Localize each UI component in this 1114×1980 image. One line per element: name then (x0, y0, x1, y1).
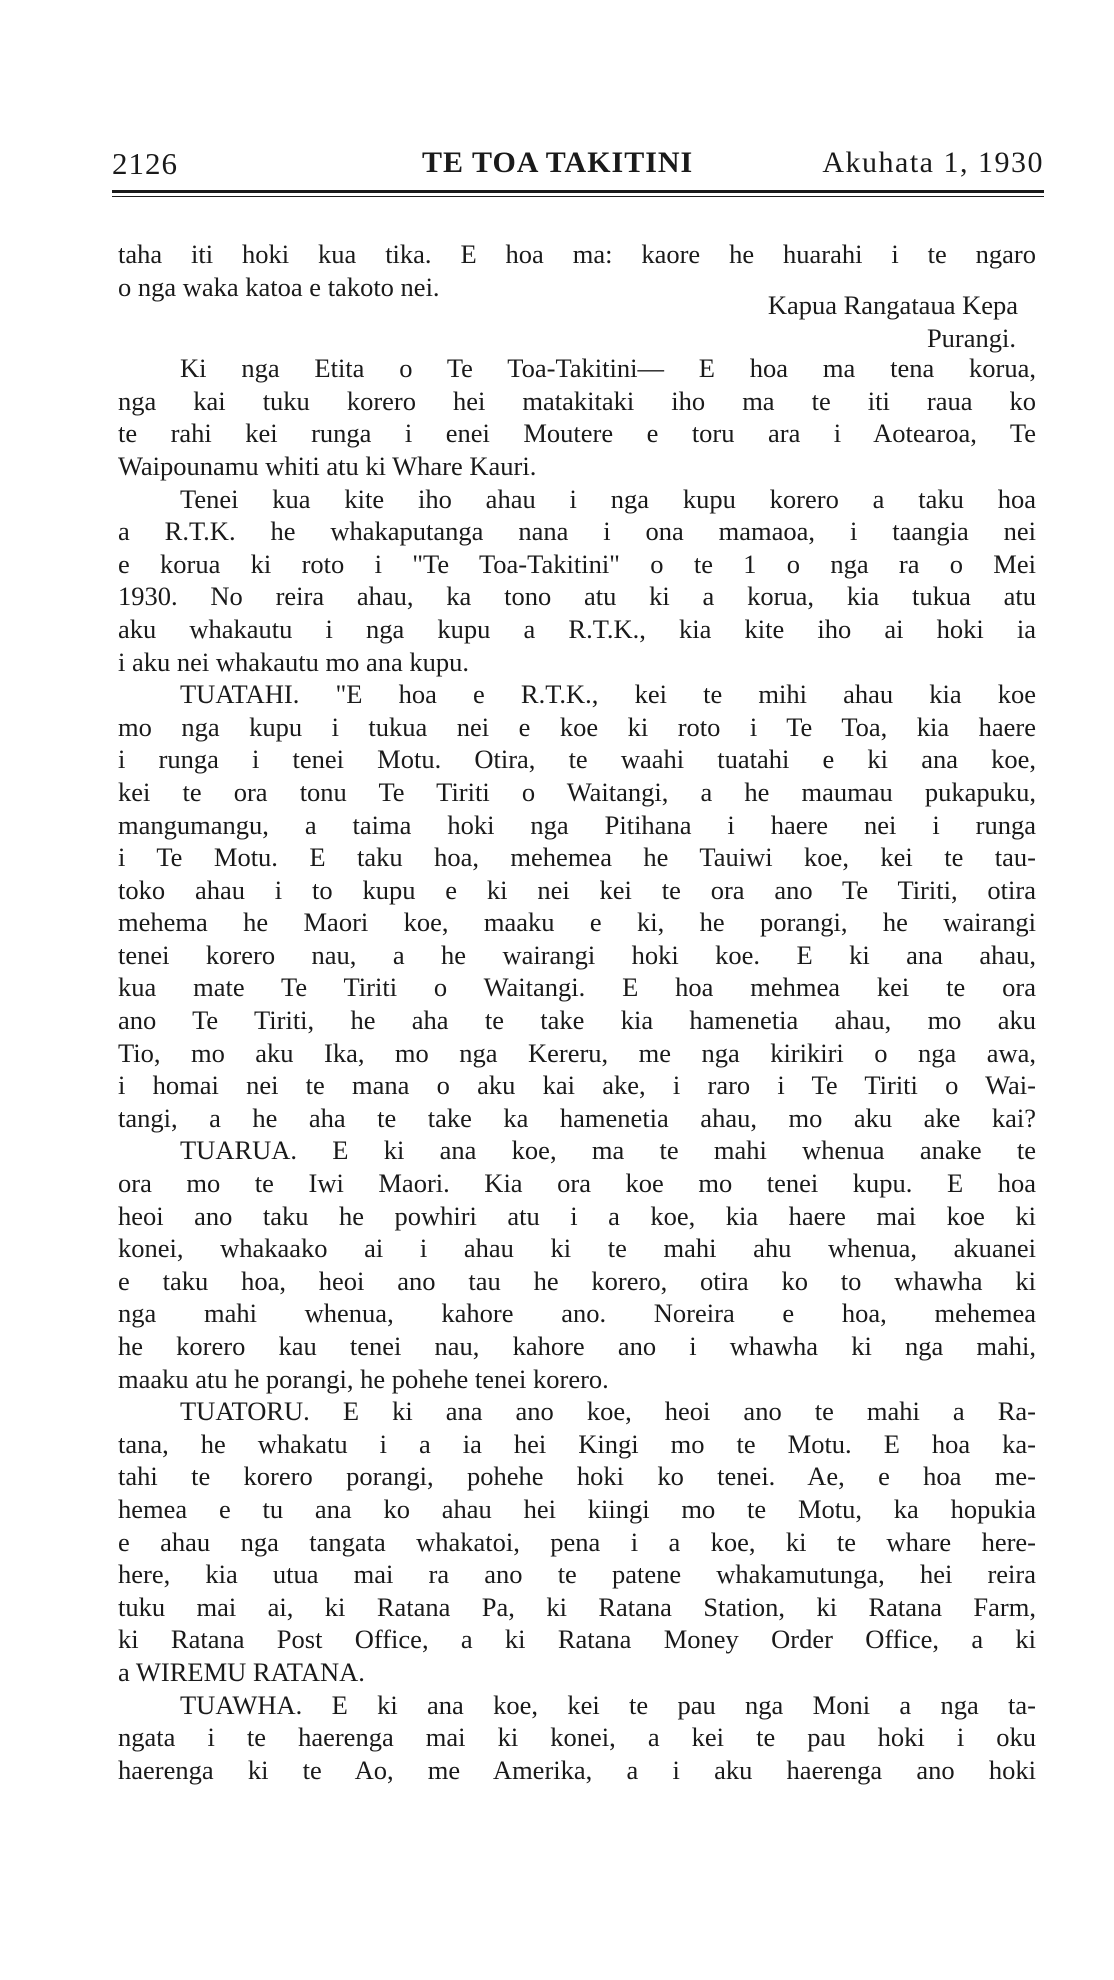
text-line: maaku atu he porangi, he pohehe tenei korero. (118, 1363, 609, 1394)
text-line: 1930. No reira ahau, ka tono atu ki a korua, kia tukua atu (118, 581, 1036, 612)
text-line: ora mo te Iwi Maori. Kia ora koe mo tenei kupu. E hoa (118, 1168, 1036, 1199)
text-line: Waipounamu whiti atu ki Whare Kauri. (118, 450, 537, 481)
header-rule-thick (112, 190, 1044, 193)
text-line: te rahi kei runga i enei Moutere e toru ara i Aotearoa, Te (118, 418, 1036, 449)
text-line: kei te ora tonu Te Tiriti o Waitangi, a he maumau pukapuku, (118, 776, 1036, 807)
text-line: Tenei kua kite iho ahau i nga kupu korero a taku hoa (180, 483, 1036, 514)
text-line: konei, whakaako ai i ahau ki te mahi ahu whenua, akuanei (118, 1233, 1036, 1264)
text-line: here, kia utua mai ra ano te patene whakamutunga, hei reira (118, 1559, 1036, 1590)
text-line: kua mate Te Tiriti o Waitangi. E hoa mehmea kei te ora (118, 972, 1036, 1003)
text-line: nga mahi whenua, kahore ano. Noreira e hoa, mehemea (118, 1298, 1036, 1329)
text-line: mangumangu, a taima hoki nga Pitihana i haere nei i runga (118, 809, 1036, 840)
header-rule-thin (112, 196, 1044, 197)
publication-title: TE TOA TAKITINI (422, 146, 694, 179)
text-line: aku whakautu i nga kupu a R.T.K., kia kite iho ai hoki ia (118, 613, 1036, 644)
text-line: a WIREMU RATANA. (118, 1656, 365, 1687)
text-line: hemea e tu ana ko ahau hei kiingi mo te Motu, ka hopukia (118, 1493, 1036, 1524)
text-line: i runga i tenei Motu. Otira, te waahi tuatahi e ki ana koe, (118, 744, 1036, 775)
signature-place: Purangi. (926, 323, 1016, 353)
text-line: i aku nei whakautu mo ana kupu. (118, 646, 470, 677)
text-line: toko ahau i to kupu e ki nei kei te ora ano Te Tiriti, otira (118, 874, 1036, 905)
text-line: taha iti hoki kua tika. E hoa ma: kaore he huarahi i te ngaro (118, 239, 1036, 269)
text-line: ano Te Tiriti, he aha te take kia hamenetia ahau, mo aku (118, 1005, 1036, 1036)
text-line: mehema he Maori koe, maaku e ki, he porangi, he wairangi (118, 907, 1036, 938)
text-line: he korero kau tenei nau, kahore ano i whawha ki nga mahi, (118, 1331, 1036, 1361)
text-line: tahi te korero porangi, pohehe hoki ko tenei. Ae, e hoa me- (118, 1461, 1036, 1492)
article-body (118, 238, 1036, 1786)
text-line: tenei korero nau, a he wairangi hoki koe. E ki ana ahau, (118, 939, 1036, 970)
text-line: tuku mai ai, ki Ratana Pa, ki Ratana Station, ki Ratana Farm, (118, 1591, 1036, 1622)
text-line: a R.T.K. he whakaputanga nana i ona mamaoa, i taangia nei (118, 516, 1036, 547)
text-line: Ki nga Etita o Te Toa-Takitini— E hoa ma tena korua, (180, 353, 1036, 384)
page-header (112, 146, 1044, 186)
text-line: e ahau nga tangata whakatoi, pena i a koe, ki te whare here- (118, 1526, 1036, 1557)
text-line: TUATORU. E ki ana ano koe, heoi ano te mahi a Ra- (180, 1396, 1036, 1427)
text-line: o nga waka katoa e takoto nei. (118, 271, 440, 302)
text-line: heoi ano taku he powhiri atu i a koe, kia haere mai koe ki (118, 1200, 1036, 1231)
text-line: e korua ki roto i "Te Toa-Takitini" o te 1 o nga ra o Mei (118, 548, 1036, 579)
text-line: tangi, a he aha te take ka hamenetia ahau, mo aku ake kai? (118, 1102, 1036, 1133)
text-line: e taku hoa, heoi ano tau he korero, otira ko to whawha ki (118, 1265, 1036, 1296)
text-line: ngata i te haerenga mai ki konei, a kei te pau hoki i oku (118, 1722, 1036, 1753)
letter-one (118, 238, 1036, 352)
issue-date: Akuhata 1, 1930 (822, 146, 1044, 179)
letter-two (118, 352, 1036, 1786)
text-line: TUATAHI. "E hoa e R.T.K., kei te mihi ahau kia koe (180, 679, 1036, 710)
text-line: mo nga kupu i tukua nei e koe ki roto i Te Toa, kia haere (118, 711, 1036, 742)
text-line: i Te Motu. E taku hoa, mehemea he Tauiwi koe, kei te tau- (118, 842, 1036, 873)
text-line: i homai nei te mana o aku kai ake, i raro i Te Tiriti o Wai- (118, 1070, 1036, 1101)
text-line: TUARUA. E ki ana koe, ma te mahi whenua anake te (180, 1135, 1036, 1166)
page-number: 2126 (112, 146, 178, 181)
text-line: tana, he whakatu i a ia hei Kingi mo te Motu. E hoa ka- (118, 1428, 1036, 1459)
text-line: TUAWHA. E ki ana koe, kei te pau nga Moni a nga ta- (180, 1689, 1036, 1720)
text-line: nga kai tuku korero hei matakitaki iho ma te iti raua ko (118, 385, 1036, 416)
text-line: ki Ratana Post Office, a ki Ratana Money Order Office, a ki (118, 1624, 1036, 1655)
text-line: Tio, mo aku Ika, mo nga Kereru, me nga kirikiri o nga awa, (118, 1037, 1036, 1068)
signature-name: Kapua Rangataua Kepa (767, 290, 1018, 320)
text-line: haerenga ki te Ao, me Amerika, a i aku haerenga ano hoki (118, 1754, 1036, 1785)
